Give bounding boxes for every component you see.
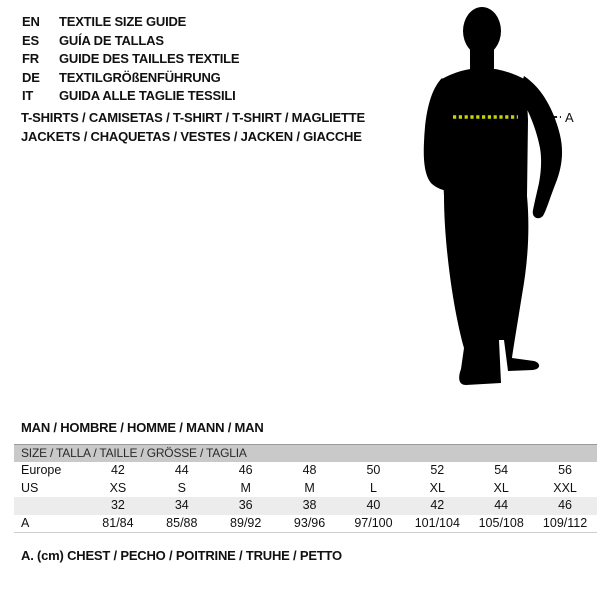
cell: 93/96 [293,515,326,530]
cell: 97/100 [354,515,393,530]
category-jackets: JACKETS / CHAQUETAS / VESTES / JACKEN / GIACCHE [21,128,362,144]
cell: 56 [558,463,573,477]
cell: L [369,480,377,495]
language-code: EN [22,14,40,29]
language-code: DE [22,69,40,85]
cell: 34 [174,498,189,512]
cell: XL [493,480,509,495]
cell: 50 [366,463,381,477]
language-row [22,69,239,88]
cell: 54 [494,463,509,477]
cell: 42 [110,463,125,477]
table-row-numeric [14,497,597,515]
language-code: IT [22,88,34,103]
language-row [22,87,239,106]
language-row [22,13,239,32]
section-title: MAN / HOMBRE / HOMME / MANN / MAN [21,420,264,435]
cell: 38 [302,498,317,512]
table-row-chest [14,515,597,533]
cell: 52 [430,463,445,477]
cell: XS [109,480,127,495]
cell: XL [429,480,445,495]
cell: XXL [553,480,577,495]
cell: M [304,480,315,495]
cell: 40 [366,498,381,512]
cell: 109/112 [542,515,588,530]
cell: 81/84 [102,515,134,530]
size-table [14,444,597,533]
measure-label: A [565,110,574,125]
language-list [22,13,239,106]
row-label: US [21,480,39,495]
language-label: GUIDE DES TAILLES TEXTILE [59,51,240,66]
category-tshirts: T-SHIRTS / CAMISETAS / T-SHIRT / T-SHIRT / MAGLIETTE [21,110,365,125]
row-label [14,497,86,515]
man-silhouette-figure [400,0,600,400]
cell: 36 [238,498,253,512]
cell: 42 [430,498,445,512]
row-label: A [21,515,30,530]
table-row-us [14,480,597,498]
language-label: GUÍA DE TALLAS [59,32,164,48]
cell: 101/104 [414,515,460,530]
cell: 46 [238,463,253,477]
cell: 48 [302,463,317,477]
cell: 89/92 [230,515,262,530]
cell: M [240,480,251,495]
cell: S [177,480,186,495]
table-row-europe [14,462,597,480]
cell: 46 [558,498,573,512]
cell: 32 [110,498,125,512]
language-label: GUIDA ALLE TAGLIE TESSILI [59,88,236,103]
category-titles [21,109,365,146]
cell: 85/88 [166,515,198,530]
cell: 105/108 [478,515,524,530]
row-label: Europe [21,463,62,477]
language-label: TEXTILGRÖßENFÜHRUNG [59,69,221,85]
size-table-header: SIZE / TALLA / TAILLE / GRÖSSE / TAGLIA [14,444,597,462]
language-code: ES [22,32,39,48]
cell: 44 [174,463,189,477]
measurement-footnote: A. (cm) CHEST / PECHO / POITRINE / TRUHE / PETTO [21,548,342,563]
language-code: FR [22,51,39,66]
man-silhouette [424,7,562,385]
language-label: TEXTILE SIZE GUIDE [59,14,187,29]
cell: 44 [494,498,509,512]
language-row [22,32,239,51]
language-row [22,50,239,69]
man-silhouette-svg [400,0,600,400]
